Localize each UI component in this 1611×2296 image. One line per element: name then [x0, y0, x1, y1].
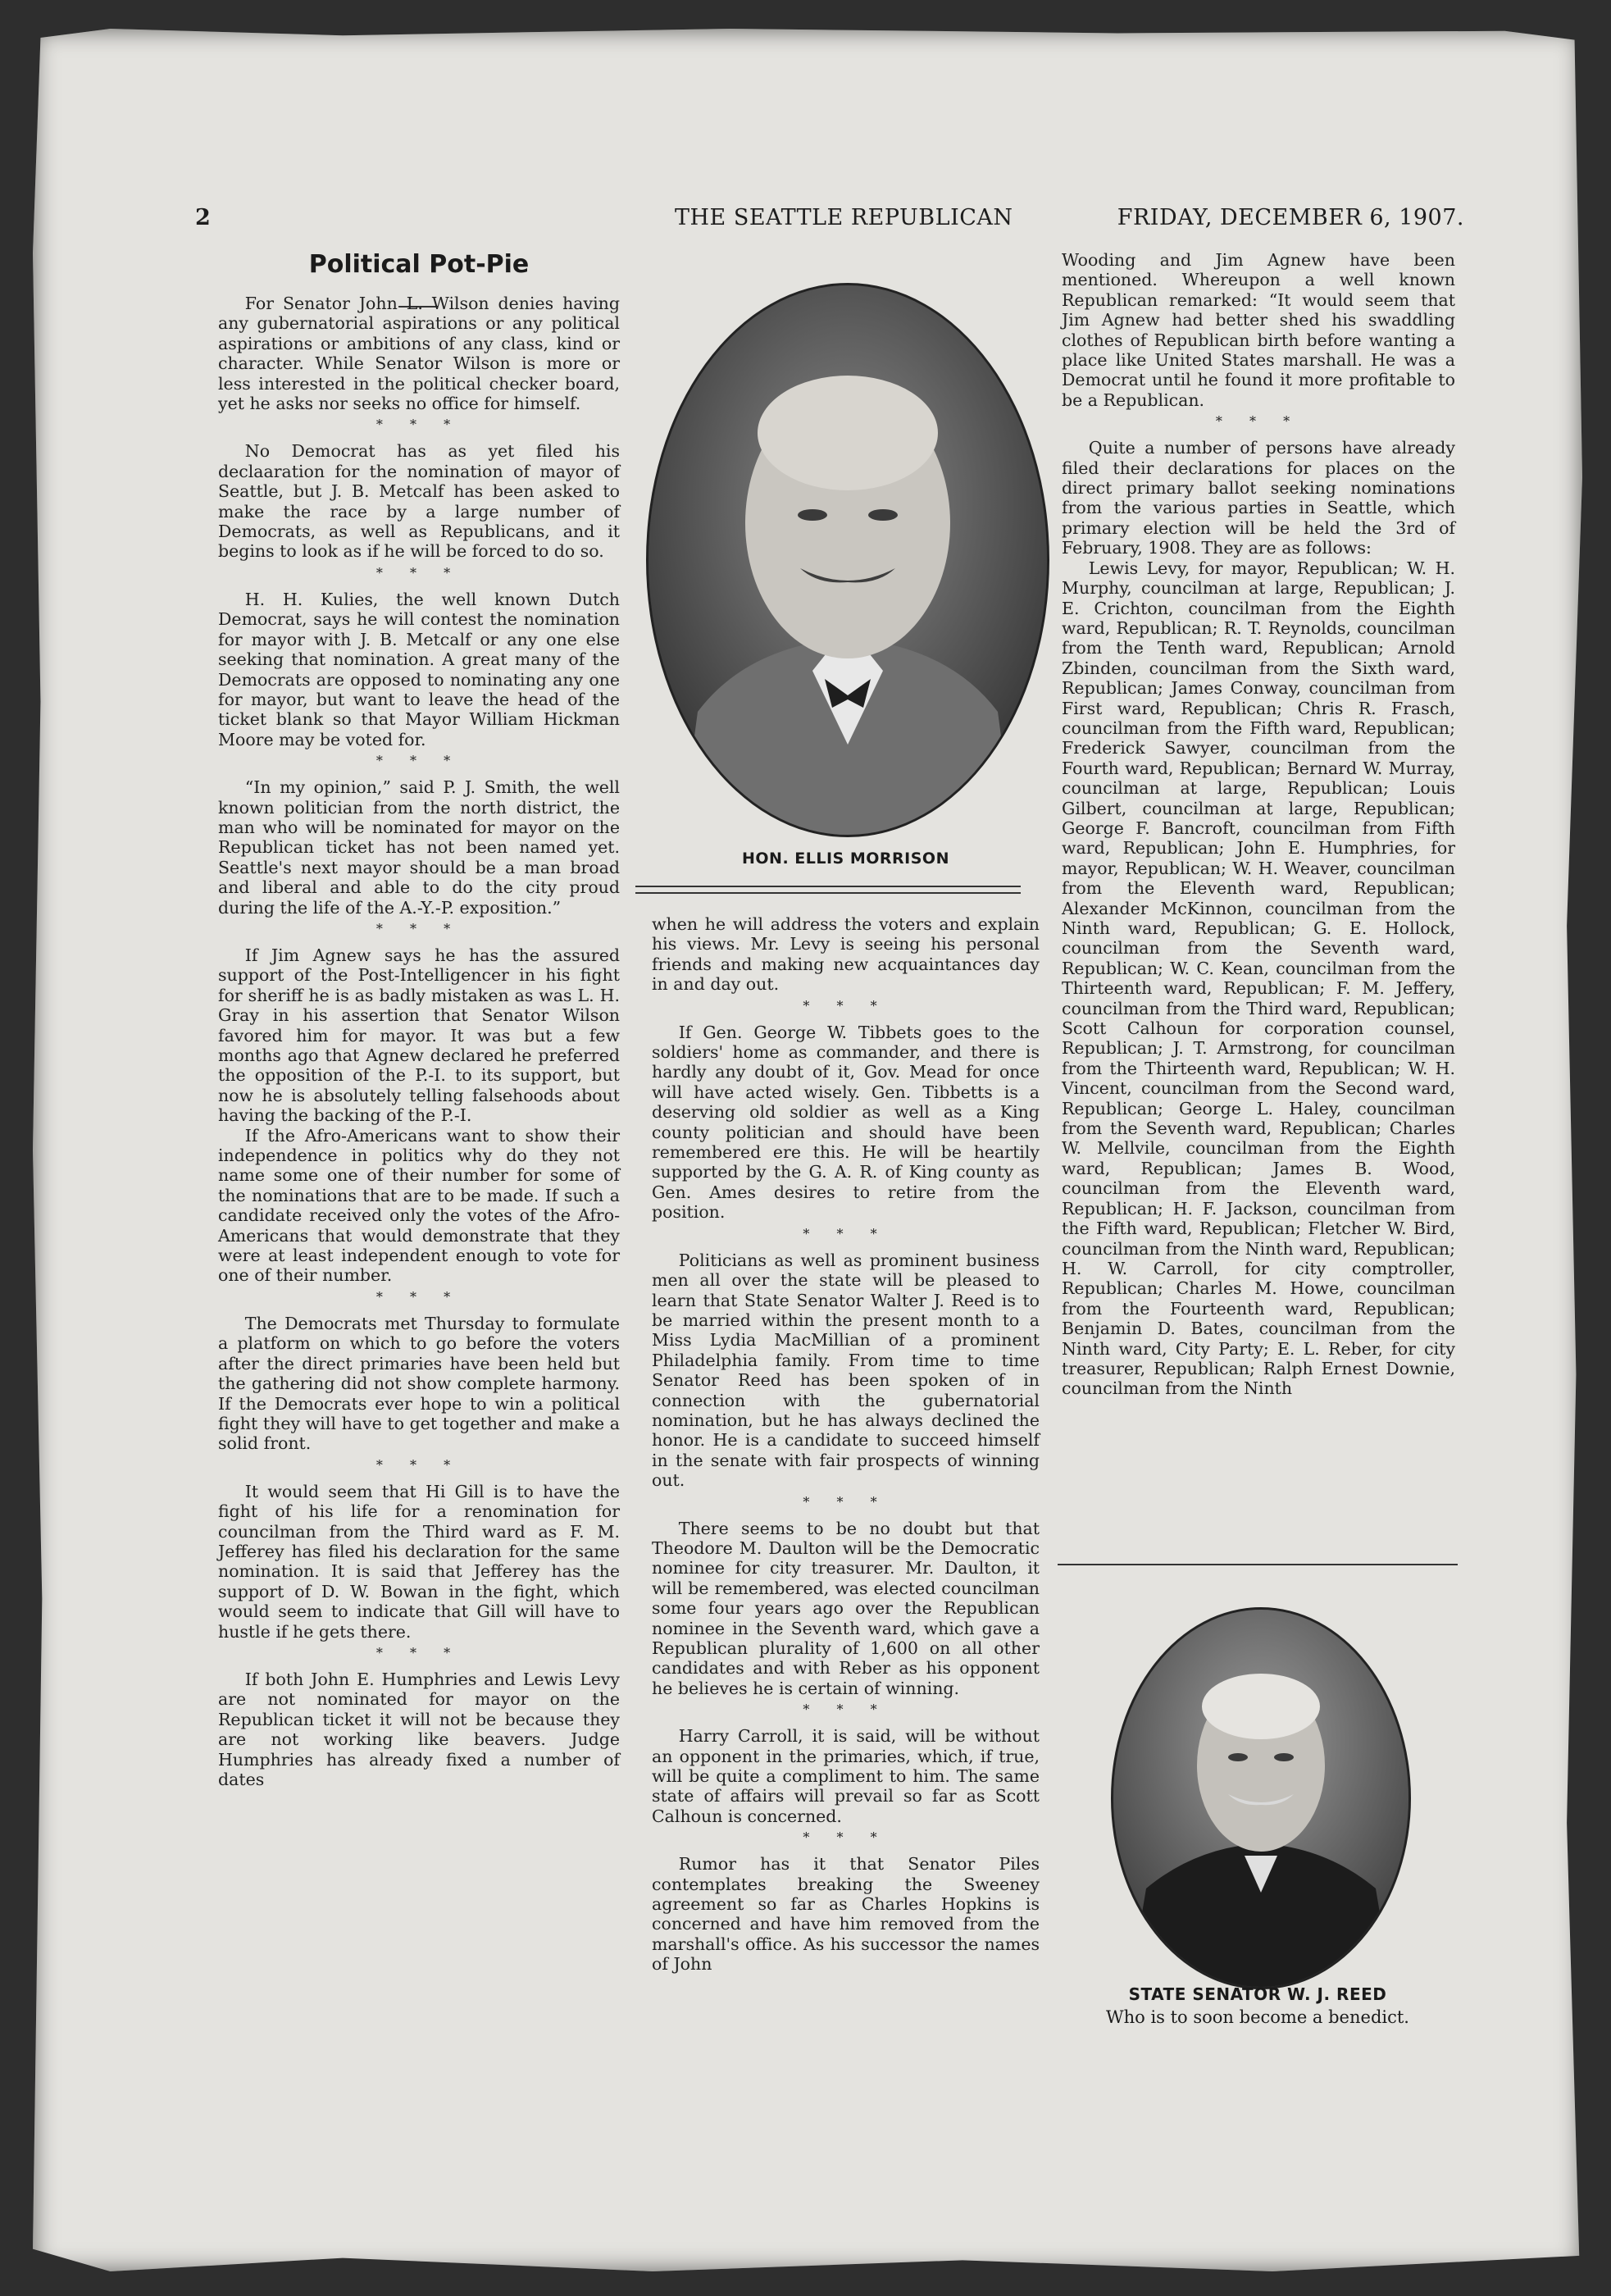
paragraph: If the Afro-Americans want to show their independence in politics why do they not name some one of their number for some of the nominations that are to be made. If such a candidate received only the votes of the Afro-Americans that would demonstrate that they were at least independent enough to vote for one of their number. — [218, 1125, 620, 1286]
portrait-senator-reed — [1111, 1607, 1411, 1989]
issue-date: FRIDAY, DECEMBER 6, 1907. — [1117, 205, 1464, 230]
paragraph: There seems to be no doubt but that Theodore M. Daulton will be the Democratic nominee for city treasurer. Mr. Daulton, it will be remembered, was elected councilman some four years ago over the Republican nominee in the Seventh ward, which gave a Republican plurality of 1,600 on all other candidates and with Reber as his opponent he believes he is certain of winning. — [652, 1518, 1040, 1698]
paragraph: If Gen. George W. Tibbets goes to the soldiers' home as commander, and there is hardly any doubt of it, Gov. Mead for once will have acted wisely. Gen. Tibbetts is a deserving old soldier as well as a King county politician and should have been remembered ere this. He will be heartily supported by the G. A. R. of King county as Gen. Ames desires to retire from the position. — [652, 1022, 1040, 1223]
caption-subtitle: Who is to soon become a benedict. — [1106, 2007, 1409, 2027]
newspaper-name: THE SEATTLE REPUBLICAN — [675, 205, 1013, 230]
column-1 — [218, 294, 620, 1789]
paragraph: The Democrats met Thursday to formulate a platform on which to go before the voters after the direct primaries have been held but the gathering did not show complete harmony. If the Democrats ever hope to win a political fight they will have to get together and make a solid front. — [218, 1313, 620, 1454]
portrait-illustration — [648, 285, 1047, 835]
paragraph: “In my opinion,” said P. J. Smith, the well known politician from the north district, the man who will be nominated for mayor on the Republican ticket has not been named yet. Seattle's next mayor should be a man broad and liberal and able to do the city proud during the life of the A.-Y.-P. exposition.” — [218, 777, 620, 918]
separator: * * * — [375, 1288, 462, 1305]
paragraph: It would seem that Hi Gill is to have the fight of his life for a renomination for councilman from the Third ward as F. M. Jefferey has filed his declaration for the same nomination. It is said that Jefferey has the support of D. W. Bowan in the fight, which would seem to indicate that Gill will have to hustle if he gets there. — [218, 1481, 620, 1642]
separator: * * * — [803, 1225, 889, 1241]
paragraph: Harry Carroll, it is said, will be without an opponent in the primaries, which, if true, will be quite a compliment to him. The same state of affairs will prevail so far as Scott Calhoun is concerned. — [652, 1726, 1040, 1826]
paragraph: If Jim Agnew says he has the assured support of the Post-Intelligencer in his fight for sheriff he is as badly mistaken as was L. H. Gray in his assertion that Senator Wilson favored him for mayor. It was but a few months ago that Agnew declared he preferred the opposition of the P.-I. to its support, but now he is absolutely telling falsehoods about having the backing of the P.-I. — [218, 945, 620, 1126]
column-2 — [652, 914, 1040, 1975]
separator: * * * — [375, 564, 462, 581]
separator: * * * — [803, 1493, 889, 1510]
caption-name: STATE SENATOR W. J. REED — [1128, 1984, 1387, 2004]
separator: * * * — [803, 1829, 889, 1846]
separator: * * * — [375, 1456, 462, 1473]
separator: * * * — [375, 417, 462, 433]
portrait-illustration — [1113, 1610, 1408, 1987]
column-3 — [1062, 250, 1455, 1399]
double-rule — [635, 886, 1021, 894]
separator: * * * — [375, 1644, 462, 1660]
page-number: 2 — [195, 205, 211, 230]
paragraph: Wooding and Jim Agnew have been mentioned. Whereupon a well known Republican remarked: “It would seem that Jim Agnew had better shed his swaddling clothes of Republican birth before wanting a place like United States marshall. He was a Democrat until he found it more profitable to be a Republican. — [1062, 250, 1455, 410]
paragraph: H. H. Kulies, the well known Dutch Democrat, says he will contest the nomination for mayor with J. B. Metcalf or any one else seeking that nomination. A great many of the Democrats are opposed to nominating any one for mayor, but want to leave the head of the ticket blank so that Mayor William Hickman Moore may be voted for. — [218, 589, 620, 749]
paragraph: when he will address the voters and explain his views. Mr. Levy is seeing his personal friends and making new acquaintances day in and day out. — [652, 914, 1040, 995]
photo-caption-reed — [1058, 1984, 1458, 2027]
paragraph: Quite a number of persons have already filed their declarations for places on the direct primary ballot seeking nominations from the various parties in Seattle, which primary election will be held the 3rd of February, 1908. They are as follows: — [1062, 438, 1455, 558]
separator: * * * — [375, 753, 462, 769]
paragraph: If both John E. Humphries and Lewis Levy are not nominated for mayor on the Republican ticket it will not be because they are not working like beavers. Judge Humphries has already fixed a number of dates — [218, 1669, 620, 1789]
paragraph: Lewis Levy, for mayor, Republican; W. H. Murphy, councilman at large, Republican; J. E. Crichton, councilman from the Eighth ward, Republican; R. T. Reynolds, councilman from the Tenth ward, Republican; Arnold Zbinden, councilman from the Sixth ward, Republican; James Conway, councilman from First ward, Republican; Chris R. Frasch, councilman from the Fifth ward, Republican; Frederick Sawyer, councilman from the Fourth ward, Republican; Bernard W. Murray, councilman at large, Republican; Louis Gilbert, councilman at large, Republican; George F. Bancroft, councilman from Fifth ward, Republican; John E. Humphries, for mayor, Republican; W. H. Weaver, councilman from the Eleventh ward, Republican; Alexander McKinnon, councilman from the Ninth ward, Republican; G. E. Hollock, councilman from the Seventh ward, Republican; W. C. Kean, councilman from the Thirteenth ward, Republican; F. M. Jeffery, councilman from the Third ward, Republican; Scott Calhoun for corporation counsel, Republican; J. T. Armstrong, for councilman from the Thirteenth ward, Republican; W. H. Vincent, councilman from the Second ward, Republican; George L. Haley, councilman from the Seventh ward, Republican; Charles W. Mellvile, councilman from the Eighth ward, Republican; James B. Wood, councilman from the Eleventh ward, Republican; H. F. Jackson, councilman from the Fifth ward, Republican; Fletcher W. Bird, councilman from the Ninth ward, Republican; H. W. Carroll, for city comptroller, Republican; Charles M. Howe, councilman from the Fourteenth ward, Republican; Benjamin D. Bates, councilman from the Ninth ward, City Party; E. L. Reber, for city treasurer, Republican; Ralph Ernest Downie, councilman from the Ninth — [1062, 558, 1455, 1399]
separator: * * * — [375, 920, 462, 936]
paragraph: Rumor has it that Senator Piles contemplates breaking the Sweeney agreement so far as Charles Hopkins is concerned and have him removed from the marshall's office. As his successor the names of John — [652, 1854, 1040, 1975]
separator: * * * — [803, 997, 889, 1014]
paragraph: No Democrat has as yet filed his declaaration for the nomination of mayor of Seattle, but J. B. Metcalf has been asked to make the race by a large number of Democrats, as well as Republicans, and it begins to look as if he will be forced to do so. — [218, 441, 620, 562]
separator: * * * — [803, 1702, 889, 1718]
separator: * * * — [1215, 413, 1302, 430]
column-rule — [1058, 1564, 1458, 1565]
article-title: Political Pot-Pie — [308, 250, 530, 279]
paragraph: Politicians as well as prominent business men all over the state will be pleased to learn that State Senator Walter J. Reed is to be married within the present month to a Miss Lydia MacMillian of a prominent Philadelphia family. From time to time Senator Reed has been spoken of in connection with the gubernatorial nomination, but he has always declined the honor. He is a candidate to succeed himself in the senate with fair prospects of winning out. — [652, 1250, 1040, 1491]
photo-caption-morrison: HON. ELLIS MORRISON — [742, 850, 949, 868]
paragraph: For Senator John L. Wilson denies having any gubernatorial aspirations or any political aspirations or ambitions of any class, kind or character. While Senator Wilson is more or less interested in the political checker board, yet he asks nor seeks no office for himself. — [218, 294, 620, 414]
portrait-ellis-morrison — [646, 283, 1049, 837]
